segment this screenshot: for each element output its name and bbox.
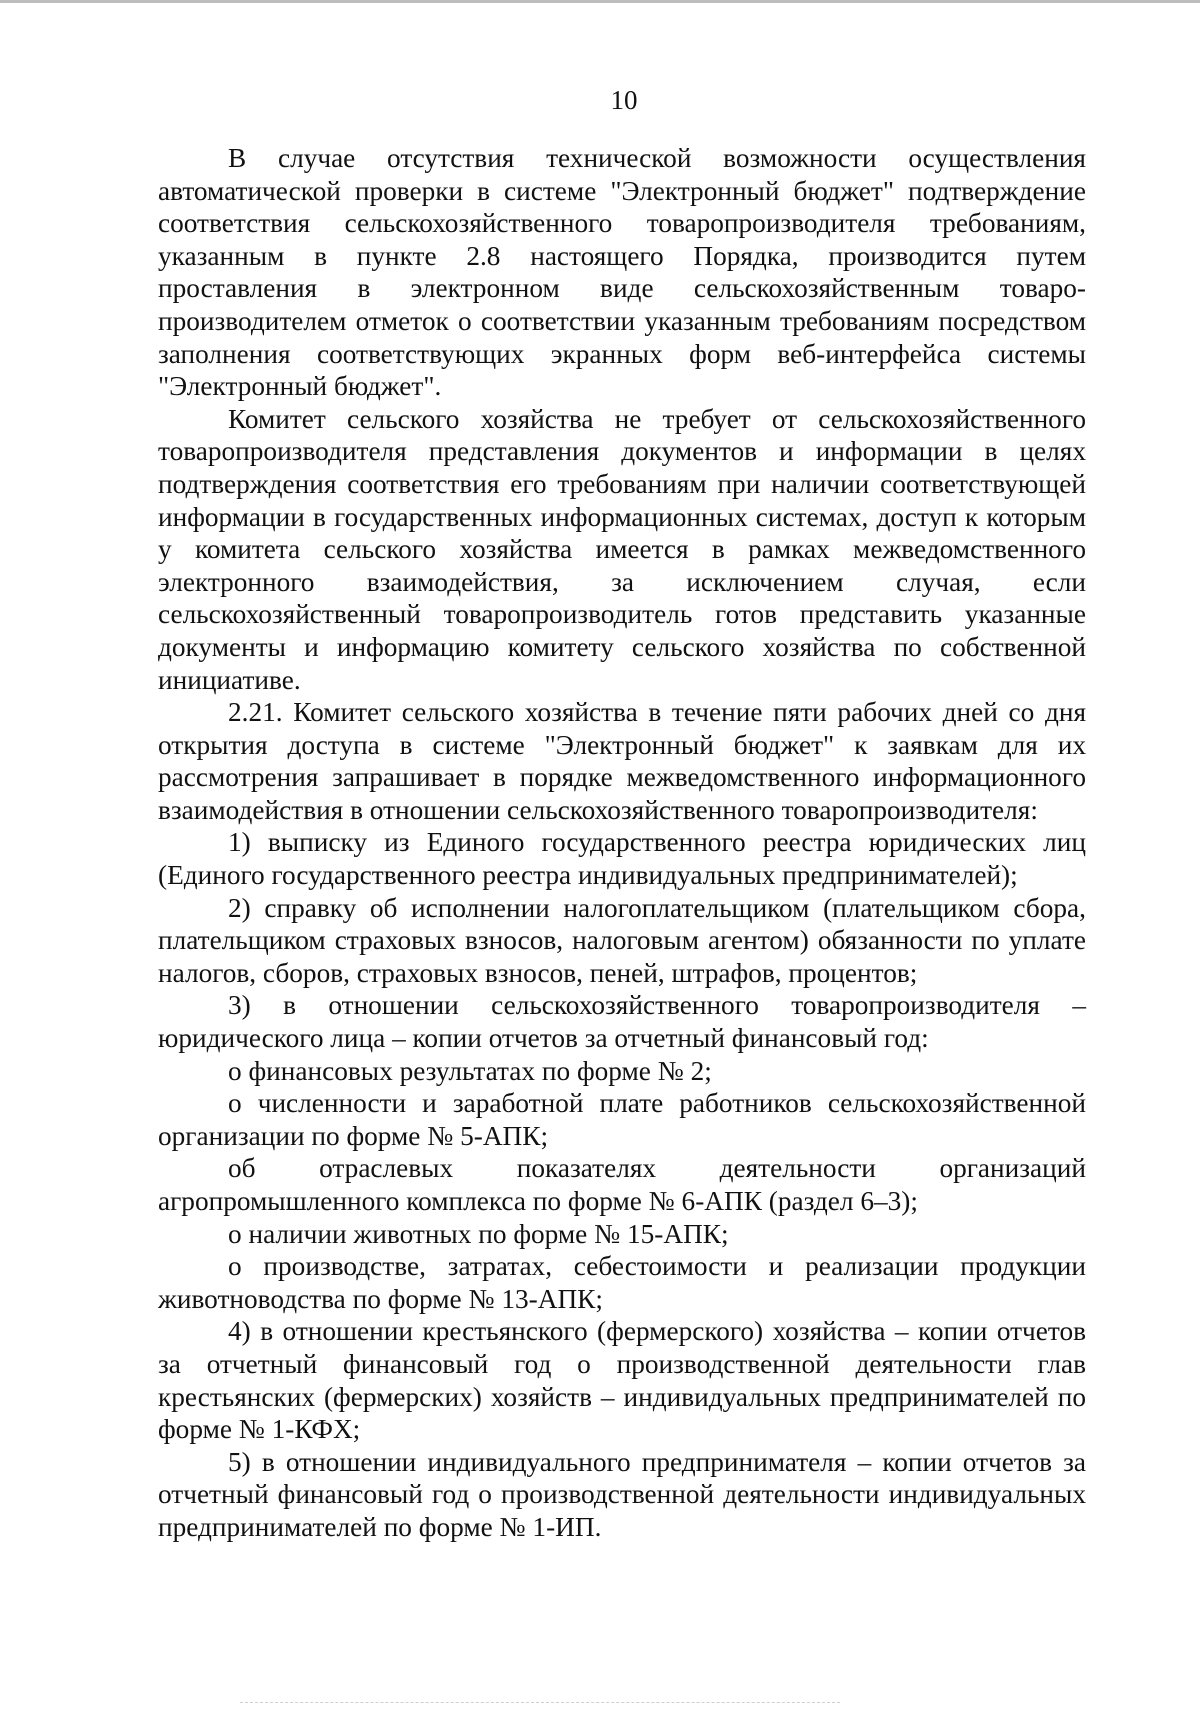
sub-item-form-15-apk: о наличии животных по форме № 15-АПК; <box>228 1218 729 1249</box>
sub-item-form-5-apk: о численности и заработной плате работников сельскохозяйственной организации по форме № 5-АПК; <box>158 1088 1086 1151</box>
paragraph-2-21: 2.21. Комитет сельского хозяйства в течение пяти рабочих дней со дня открытия доступа в системе "Электронный бюджет" к заявкам для их рассмотрения запрашивает в порядке межведомственного информационного взаимодействия в отношении сельскохозяйственного товаропроизводителя: <box>158 697 1086 825</box>
sub-item-form-6-apk: об отраслевых показателях деятельности организаций агропромышленного комплекса по форме № 6-АПК (раздел 6–3); <box>158 1153 1086 1216</box>
list-item-5-entrepreneur-reports: 5) в отношении индивидуального предпринимателя – копии отчетов за отчетный финансовый год о производственной деятельности индивидуальных предпринимателей по форме № 1-ИП. <box>158 1446 1086 1542</box>
sub-item-form-13-apk: о производстве, затратах, себестоимости и реализации продукции животноводства по форме № 13-АПК; <box>158 1251 1086 1314</box>
list-item-3-legal-entity-reports: 3) в отношении сельскохозяйственного товаропроизводителя – юридического лица – копии отчетов за отчетный финансовый год: <box>158 990 1086 1054</box>
document-body <box>158 142 1086 1544</box>
page-number: 10 <box>610 85 638 115</box>
scan-edge-top <box>0 0 1200 3</box>
paragraph-automatic-check-unavailable: В случае отсутствия технической возможности осуществления автоматической проверки в системе "Электронный бюджет" подтверждение соответствия сельскохозяйственного товаропроизводителя требованиям, указанным в пункте 2.8 настоящего Порядка, производится путем проставления в электронном виде сельскохозяйственным товаро-производителем отметок о соответствии указанным требованиям посредством заполнения соответствующих экранных форм веб-интерфейса системы "Электронный бюджет". <box>158 143 1086 402</box>
sub-item-form-2: о финансовых результатах по форме № 2; <box>228 1055 712 1086</box>
paragraph-committee-no-documents: Комитет сельского хозяйства не требует от сельскохозяйственного товаропроизводителя представления документов и информации в целях подтверждения соответствия его требованиям при наличии соответствующей информации в государственных информационных системах, доступ к которым у комитета сельского хозяйства имеется в рамках межведомственного электронного взаимодействия, за исключением случая, если сельскохозяйственный товаропроизводитель готов представить указанные документы и информацию комитету сельского хозяйства по собственной инициативе. <box>158 403 1086 695</box>
scan-edge-bottom <box>240 1702 840 1704</box>
list-item-4-farm-reports: 4) в отношении крестьянского (фермерского) хозяйства – копии отчетов за отчетный финансовый год о производственной деятельности глав крестьянских (фермерских) хозяйств – индивидуальных предпринимателей по форме № 1-КФХ; <box>158 1316 1086 1445</box>
list-item-2-tax-certificate: 2) справку об исполнении налогоплательщиком (плательщиком сбора, плательщиком страховых взносов, налоговым агентом) обязанности по уплате налогов, сборов, страховых взносов, пеней, штрафов, процентов; <box>158 892 1086 988</box>
list-item-1-egrul-extract: 1) выписку из Единого государственного реестра юридических лиц (Единого государственного реестра индивидуальных предпринимателей); <box>158 827 1086 891</box>
